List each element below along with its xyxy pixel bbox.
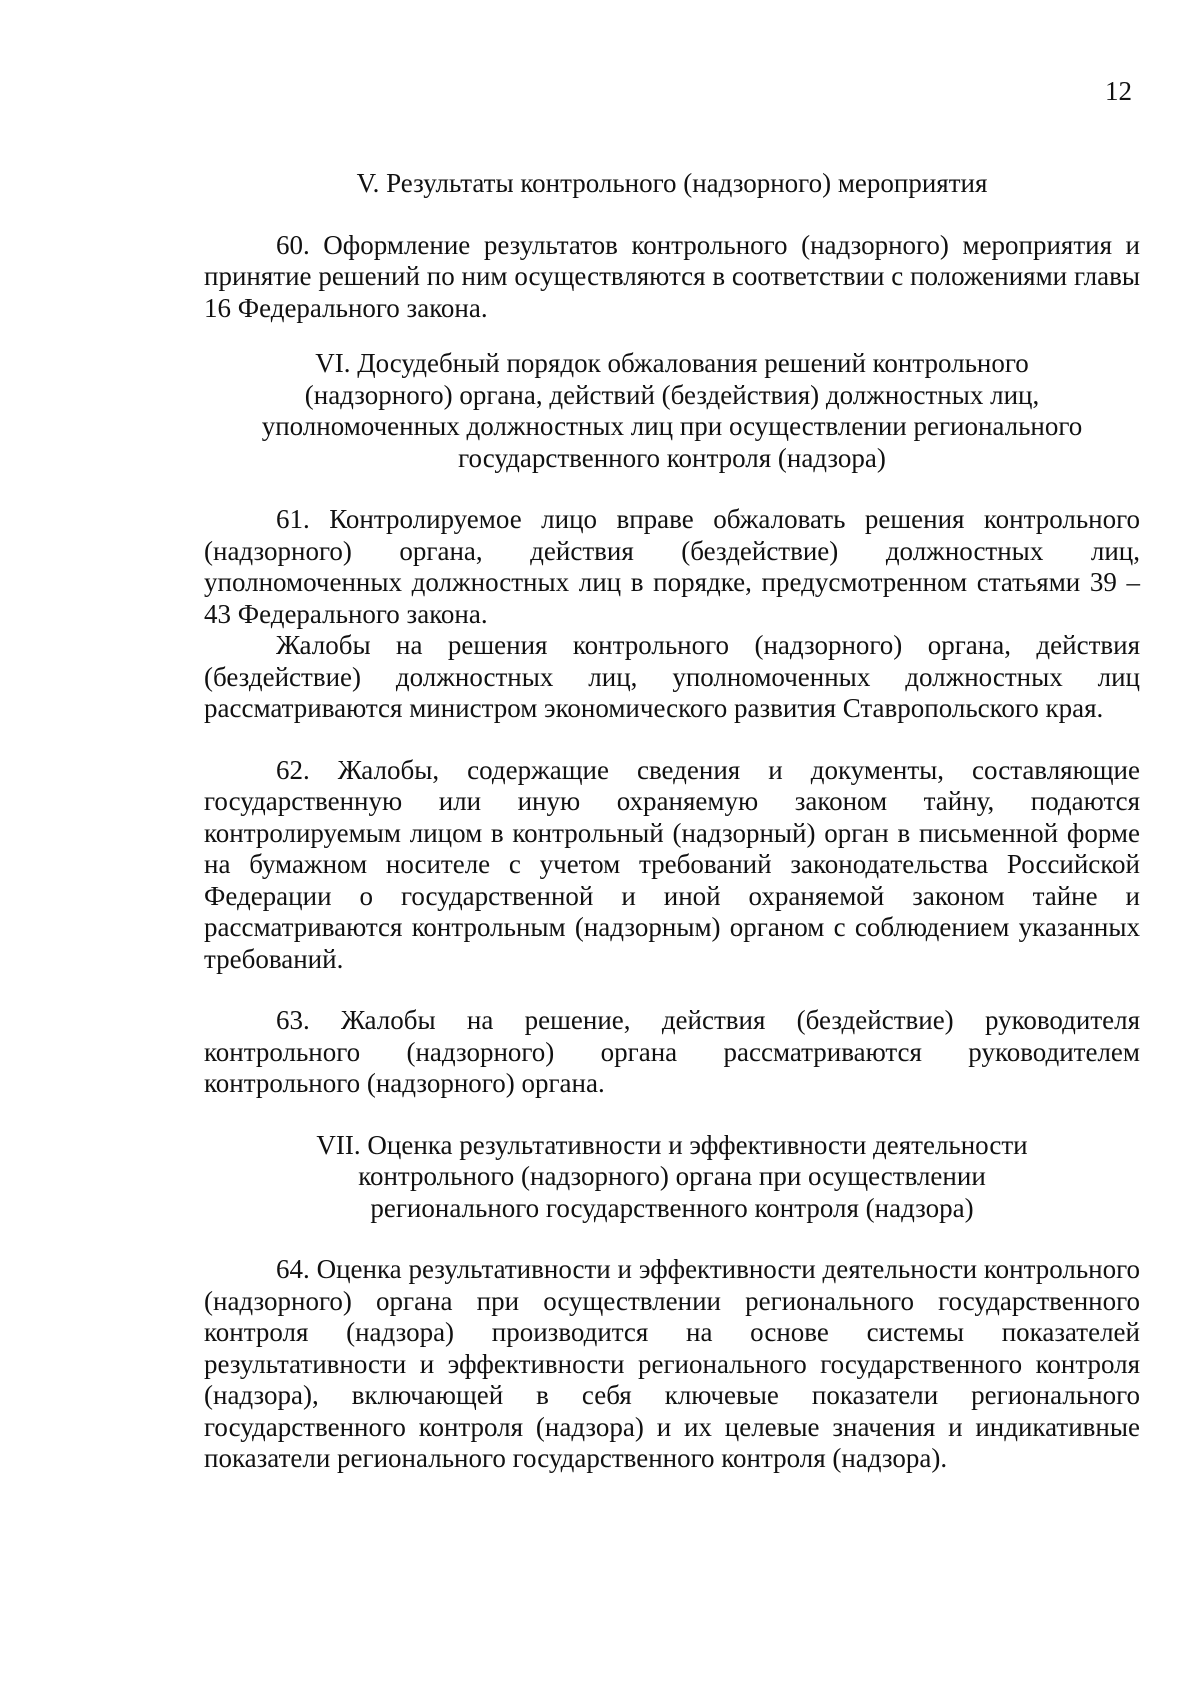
section-vi-heading-line: VI. Досудебный порядок обжалования решений контрольного	[315, 348, 1029, 378]
section-vii-heading	[204, 1130, 1140, 1225]
paragraph-61-complaints: Жалобы на решения контрольного (надзорного) органа, действия (бездействие) должностных лиц, уполномоченных должностных лиц рассматриваются министром экономического развития Ставропольского края.	[204, 630, 1140, 723]
section-v-heading: V. Результаты контрольного (надзорного) мероприятия	[356, 168, 988, 198]
section-vi-heading-line: (надзорного) органа, действий (бездействия) должностных лиц,	[304, 379, 1040, 410]
document-body	[204, 168, 1140, 1475]
paragraph-61: 61. Контролируемое лицо вправе обжаловать решения контрольного (надзорного) органа, действия (бездействие) должностных лиц, уполномоченных должностных лиц в порядке, предусмотренном статьями 39 – 43 Федерального закона.	[204, 504, 1140, 629]
paragraph-62: 62. Жалобы, содержащие сведения и документы, составляющие государственную или иную охраняемую законом тайну, подаются контролируемым лицом в контрольный (надзорный) орган в письменной форме на бумажном носителе с учетом требований законодательства Российской Федерации о государственной и иной охраняемой законом тайне и рассматриваются контрольным (надзорным) органом с соблюдением указанных требований.	[204, 754, 1140, 974]
paragraph-64: 64. Оценка результативности и эффективности деятельности контрольного (надзорного) органа при осуществлении регионального государственного контроля (надзора) производится на основе системы показателей результативности и эффективности регионального государственного контроля (надзора), включающей в себя ключевые показатели регионального государственного контроля (надзора) и их целевые значения и индикативные показатели регионального государственного контроля (надзора).	[204, 1254, 1140, 1473]
section-vi-heading	[204, 348, 1140, 474]
section-vii-heading-line: регионального государственного контроля (надзора)	[370, 1192, 974, 1223]
page-number: 12	[1105, 76, 1132, 106]
section-vii-heading-line: контрольного (надзорного) органа при осуществлении	[358, 1161, 986, 1191]
section-vii-heading-line: VII. Оценка результативности и эффективности деятельности	[316, 1129, 1028, 1160]
section-vi-heading-line: государственного контроля (надзора)	[458, 442, 886, 473]
section-vi-heading-line: уполномоченных должностных лиц при осуществлении регионального	[261, 411, 1083, 441]
paragraph-60: 60. Оформление результатов контрольного (надзорного) мероприятия и принятие решений по ним осуществляются в соответствии с положениями главы 16 Федерального закона.	[204, 229, 1140, 323]
paragraph-63: 63. Жалобы на решение, действия (бездействие) руководителя контрольного (надзорного) органа рассматриваются руководителем контрольного (надзорного) органа.	[204, 1005, 1140, 1098]
